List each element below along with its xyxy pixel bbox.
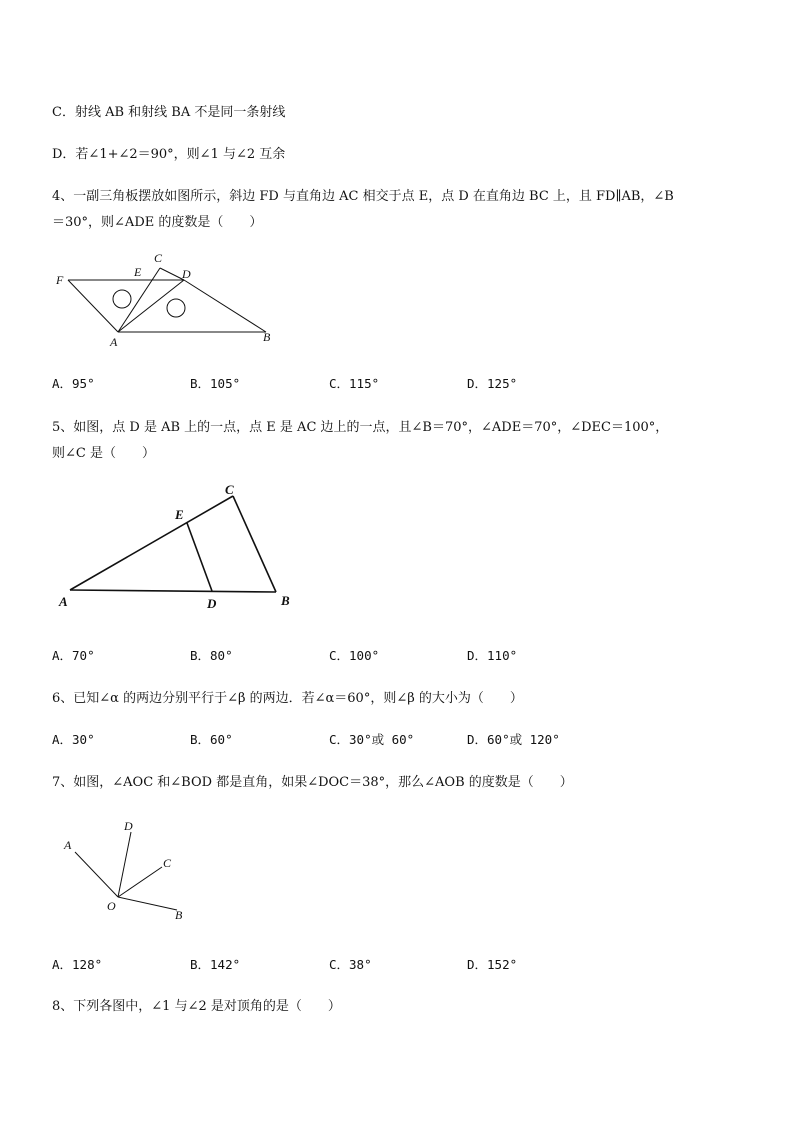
question-5-text-line-2: 则∠C 是（ ） bbox=[52, 446, 155, 461]
label-a: A bbox=[110, 335, 118, 349]
q5-option-c[interactable]: C．100° bbox=[329, 648, 380, 663]
q4-option-b[interactable]: B．105° bbox=[190, 376, 241, 391]
q4-option-a[interactable]: A．95° bbox=[52, 376, 95, 391]
question-7-text: 7、如图，∠AOC 和∠BOD 都是直角，如果∠DOC＝38°，那么∠AOB 的度数是（ ） bbox=[52, 775, 573, 790]
label-b: B bbox=[281, 593, 290, 608]
label-b: B bbox=[175, 908, 183, 922]
label-c: C bbox=[154, 251, 163, 265]
q4-option-c[interactable]: C．115° bbox=[329, 376, 380, 391]
option-c-statement: C．射线 AB 和射线 BA 不是同一条射线 bbox=[52, 105, 286, 120]
label-c: C bbox=[225, 482, 234, 497]
q7-option-b[interactable]: B．142° bbox=[190, 957, 241, 972]
option-d-statement: D．若∠1+∠2＝90°，则∠1 与∠2 互余 bbox=[52, 147, 286, 162]
label-d: D bbox=[124, 819, 133, 833]
label-a: A bbox=[64, 838, 72, 852]
label-d: D bbox=[207, 596, 217, 611]
q6-option-d[interactable]: D．60°或 120° bbox=[467, 732, 560, 747]
question-6-text: 6、已知∠α 的两边分别平行于∠β 的两边．若∠α＝60°，则∠β 的大小为（ ） bbox=[52, 691, 523, 706]
label-a: A bbox=[59, 594, 68, 609]
question-4-text-line-2: ＝30°，则∠ADE 的度数是（ ） bbox=[52, 215, 263, 230]
q5-option-b[interactable]: B．80° bbox=[190, 648, 233, 663]
label-e: E bbox=[175, 507, 184, 522]
label-d: D bbox=[182, 267, 191, 281]
q6-option-b[interactable]: B．60° bbox=[190, 732, 233, 747]
figure-q4-triangles bbox=[50, 246, 290, 350]
q7-option-a[interactable]: A．128° bbox=[52, 957, 103, 972]
label-c: C bbox=[163, 856, 172, 870]
q5-option-d[interactable]: D．110° bbox=[467, 648, 518, 663]
label-b: B bbox=[263, 330, 271, 344]
q7-option-d[interactable]: D．152° bbox=[467, 957, 518, 972]
figure-q5-triangle bbox=[55, 478, 305, 616]
label-o: O bbox=[107, 899, 116, 913]
q7-option-c[interactable]: C．38° bbox=[329, 957, 372, 972]
q6-option-c[interactable]: C．30°或 60° bbox=[329, 732, 415, 747]
label-f: F bbox=[56, 273, 64, 287]
question-8-text: 8、下列各图中，∠1 与∠2 是对顶角的是（ ） bbox=[52, 999, 341, 1014]
question-5-text-line-1: 5、如图，点 D 是 AB 上的一点，点 E 是 AC 边上的一点，且∠B＝70°，∠ADE＝70°，∠DEC＝100°， bbox=[52, 420, 669, 435]
figure-q7-angles bbox=[55, 812, 195, 924]
q4-option-d[interactable]: D．125° bbox=[467, 376, 518, 391]
q5-option-a[interactable]: A．70° bbox=[52, 648, 95, 663]
q6-option-a[interactable]: A．30° bbox=[52, 732, 95, 747]
question-4-text-line-1: 4、一副三角板摆放如图所示，斜边 FD 与直角边 AC 相交于点 E，点 D 在直角边 BC 上，且 FD∥AB，∠B bbox=[52, 189, 674, 204]
label-e: E bbox=[134, 265, 142, 279]
